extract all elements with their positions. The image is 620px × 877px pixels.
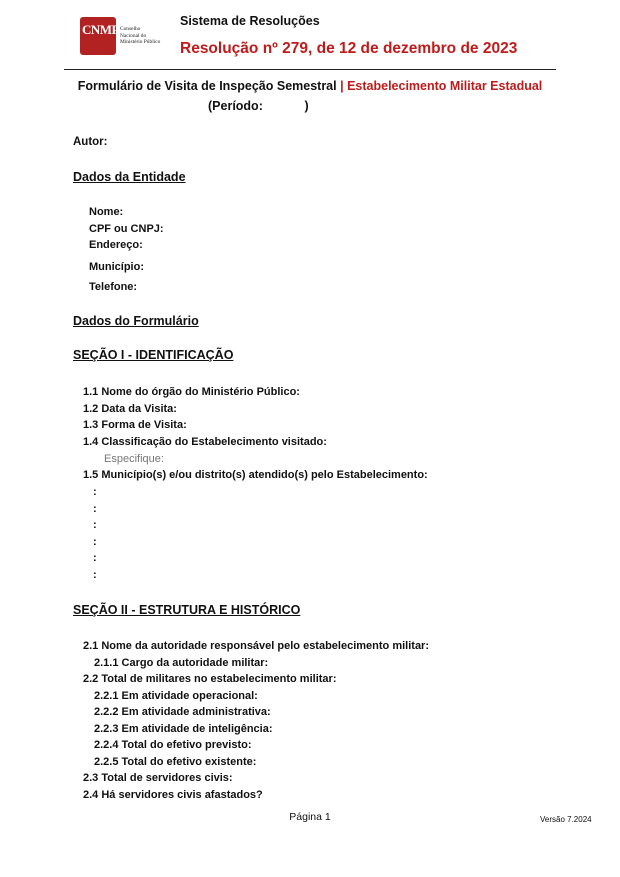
item-1-1: 1.1 Nome do órgão do Ministério Público: (83, 386, 300, 398)
item-2-1-1: 2.1.1 Cargo da autoridade militar: (94, 657, 269, 669)
form-title (0, 79, 620, 93)
form-title-main: Formulário de Visita de Inspeção Semestral (77, 79, 337, 93)
logo-text-line: Nacional do (120, 32, 147, 39)
page-number: Página 1 (289, 811, 331, 823)
entity-field-cpf-cnpj: CPF ou CNPJ: (89, 223, 164, 235)
item-2-3: 2.3 Total de servidores civis: (83, 772, 233, 784)
logo-text-line: Conselho (120, 26, 141, 32)
entity-field-address: Endereço: (89, 239, 143, 251)
entity-heading: Dados da Entidade (73, 170, 186, 184)
section-1-heading: SEÇÃO I - IDENTIFICAÇÃO (73, 348, 234, 362)
municipality-entry: : (93, 486, 97, 498)
item-2-2-4: 2.2.4 Total do efetivo previsto: (94, 739, 252, 751)
item-2-1: 2.1 Nome da autoridade responsável pelo estabelecimento militar: (83, 640, 430, 652)
entity-field-name: Nome: (89, 206, 124, 218)
item-1-5: 1.5 Município(s) e/ou distrito(s) atendido(s) pelo Estabelecimento: (83, 469, 428, 481)
item-1-4: 1.4 Classificação do Estabelecimento visitado: (83, 436, 327, 448)
logo-letters: CNMP (82, 22, 119, 37)
item-1-2: 1.2 Data da Visita: (83, 403, 177, 415)
municipality-entry: : (93, 519, 97, 531)
municipality-entry: : (93, 552, 97, 564)
item-2-2-3: 2.2.3 Em atividade de inteligência: (94, 723, 273, 735)
municipality-entry: : (93, 503, 97, 515)
specify-label: Especifique: (104, 453, 164, 465)
resolution-title: Resolução nº 279, de 12 de dezembro de 2023 (180, 40, 518, 57)
form-data-heading: Dados do Formulário (73, 314, 199, 328)
item-2-2: 2.2 Total de militares no estabelecimento militar: (83, 673, 337, 685)
period-label: (Período: ) (208, 99, 309, 113)
entity-field-phone: Telefone: (89, 281, 138, 293)
logo-text (120, 26, 176, 46)
version-label: Versão 7.2024 (540, 815, 592, 824)
item-2-4: 2.4 Há servidores civis afastados? (83, 789, 263, 801)
item-1-3: 1.3 Forma de Visita: (83, 419, 187, 431)
logo-text-line: Ministério Público (120, 39, 161, 46)
section-2-heading: SEÇÃO II - ESTRUTURA E HISTÓRICO (73, 603, 301, 617)
form-title-separator: | (336, 79, 348, 93)
municipality-entry: : (93, 536, 97, 548)
item-2-2-1: 2.2.1 Em atividade operacional: (94, 690, 258, 702)
item-2-2-2: 2.2.2 Em atividade administrativa: (94, 706, 271, 718)
entity-field-city: Município: (89, 261, 144, 273)
header-divider (64, 69, 556, 70)
system-name: Sistema de Resoluções (180, 14, 320, 28)
cnmp-logo (80, 17, 172, 57)
logo-emblem (80, 17, 119, 55)
form-title-establishment: Estabelecimento Militar Estadual (347, 79, 543, 93)
item-2-2-5: 2.2.5 Total do efetivo existente: (94, 756, 257, 768)
municipality-entry: : (93, 569, 97, 581)
author-label: Autor: (73, 136, 108, 148)
